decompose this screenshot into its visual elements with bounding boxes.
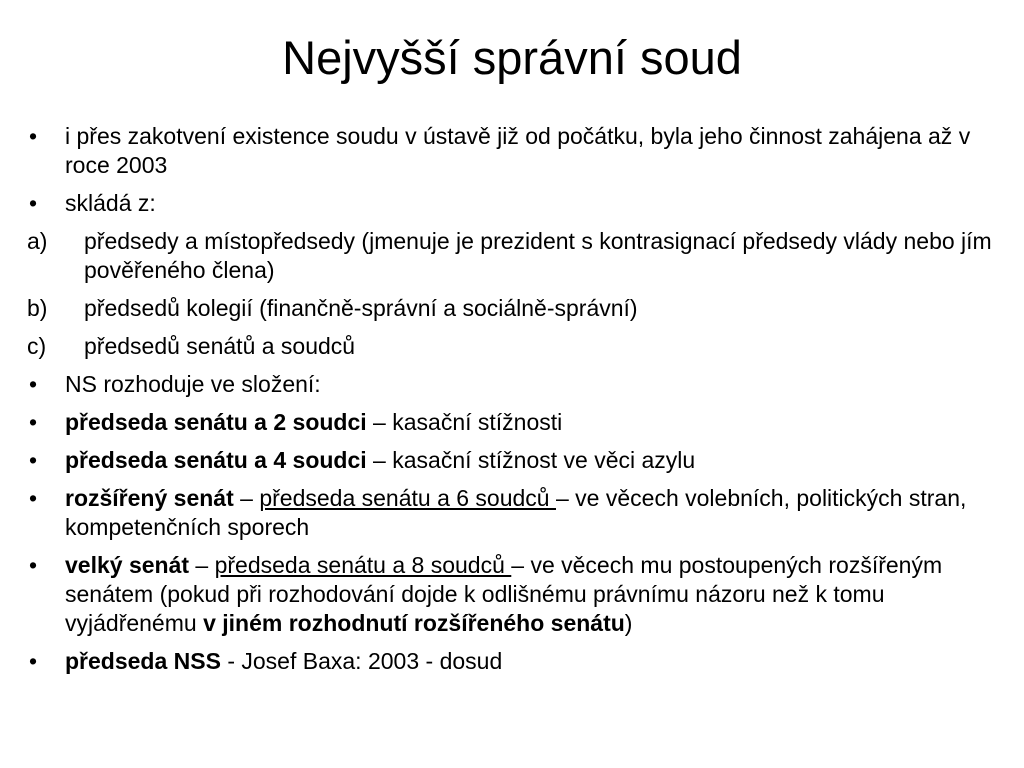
list-item-text [65, 190, 156, 216]
text-run: - Josef Baxa: 2003 - dosud [220, 648, 503, 674]
list-item-text [84, 295, 638, 321]
lettered-list-item [27, 294, 1002, 323]
list-letter-marker: c) [27, 333, 47, 359]
bullet-list-item [27, 647, 1002, 676]
slide-title: Nejvyšší správní soud [282, 31, 742, 84]
list-letter-marker: a) [27, 228, 48, 254]
list-item-text [65, 648, 502, 674]
bullet-list [27, 122, 1002, 685]
bullet-list-item [27, 122, 1002, 180]
bold-text: předseda senátu a 4 soudci [65, 447, 367, 473]
bullet-icon: • [29, 123, 38, 149]
bullet-icon: • [29, 447, 38, 473]
bold-text: předseda NSS [65, 648, 221, 674]
text-run: předsedů kolegií (finančně-správní a sociálně-správní) [84, 295, 638, 321]
list-item-text [65, 409, 562, 435]
text-run: i přes zakotvení existence soudu v ústavě již od počátku, byla jeho činnost zahájena až v roce 2003 [65, 123, 971, 178]
bullet-icon: • [29, 409, 38, 435]
text-run: – [233, 485, 260, 511]
bullet-list-item [27, 446, 1002, 475]
bullet-icon: • [29, 190, 38, 216]
list-item-text [65, 447, 695, 473]
bullet-list-item [27, 551, 1002, 638]
list-item-text [84, 333, 355, 359]
text-run: – kasační stížnost ve věci azylu [366, 447, 696, 473]
text-run: předsedů senátů a soudců [84, 333, 356, 359]
lettered-list-item [27, 332, 1002, 361]
text-run: – ve věcech volebních, politických stran, kompetenčních sporech [65, 485, 967, 540]
underlined-text: předseda senátu a 6 soudců [259, 485, 556, 511]
list-item-text [65, 485, 966, 540]
bullet-icon: • [29, 485, 38, 511]
bullet-list-item [27, 408, 1002, 437]
bullet-icon: • [29, 552, 38, 578]
text-run: ) [624, 610, 633, 636]
list-item-text [65, 123, 970, 178]
text-run: NS rozhoduje ve složení: [65, 371, 321, 397]
bullet-icon: • [29, 371, 38, 397]
text-run: – kasační stížnosti [366, 409, 563, 435]
bullet-list-item [27, 370, 1002, 399]
bullet-list-item [27, 189, 1002, 218]
bullet-list-item [27, 484, 1002, 542]
bold-text: velký senát [65, 552, 190, 578]
list-letter-marker: b) [27, 295, 48, 321]
bold-text: rozšířený senát [65, 485, 234, 511]
list-item-text [65, 552, 942, 636]
bullet-icon: • [29, 648, 38, 674]
bold-text: v jiném rozhodnutí rozšířeného senátu [203, 610, 625, 636]
text-run: – [189, 552, 215, 578]
text-run: skládá z: [65, 190, 156, 216]
list-item-text [65, 371, 321, 397]
lettered-list-item [27, 227, 1002, 285]
text-run: předsedy a místopředsedy (jmenuje je prezident s kontrasignací předsedy vlády nebo jím pověřeného člena) [84, 228, 992, 283]
underlined-text: předseda senátu a 8 soudců [214, 552, 512, 578]
list-item-text [84, 228, 992, 283]
text-run: – ve věcech mu postoupených rozšířeným senátem (pokud při rozhodování dojde k odlišnému právnímu názoru než k tomu vyjádřenému [65, 552, 943, 636]
bold-text: předseda senátu a 2 soudci [65, 409, 367, 435]
